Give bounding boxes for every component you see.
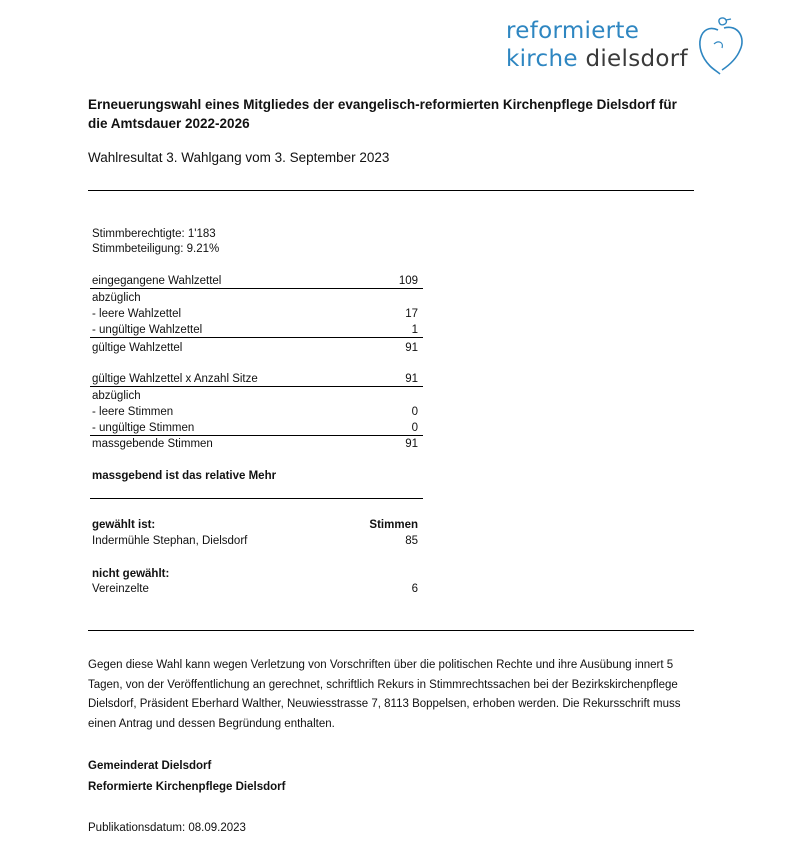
logo-line-1: reformierte <box>506 18 640 44</box>
table-row: - ungültige Stimmen 0 <box>92 422 418 434</box>
row-underline <box>90 288 423 289</box>
publication-date: Publikationsdatum: 08.09.2023 <box>88 822 246 834</box>
table-row: eingegangene Wahlzettel 109 <box>92 275 418 287</box>
divider-bottom <box>88 630 694 631</box>
dove-heart-icon <box>694 14 746 76</box>
church-logo <box>506 14 756 78</box>
table-row: - ungültige Wahlzettel 1 <box>92 324 418 336</box>
page-title: Erneuerungswahl eines Mitgliedes der evangelisch-reformierten Kirchenpflege Dielsdorf für die Amtsdauer 2022-2026 <box>88 97 677 131</box>
table-row: gültige Wahlzettel x Anzahl Sitze 91 <box>92 373 418 385</box>
table-row: - leere Wahlzettel 17 <box>92 308 418 320</box>
not-elected-heading-row: nicht gewählt: <box>92 568 170 580</box>
stat-turnout: Stimmbeteiligung: 9.21% <box>92 243 220 255</box>
row-underline <box>90 435 423 436</box>
elected-candidate-row: Indermühle Stephan, Dielsdorf 85 <box>92 535 418 547</box>
elected-heading-row: gewählt ist: Stimmen <box>92 519 418 531</box>
table-row: abzüglich <box>92 292 141 304</box>
relative-majority-note: massgebend ist das relative Mehr <box>92 470 277 482</box>
row-underline <box>90 337 423 338</box>
table-row: gültige Wahlzettel 91 <box>92 342 418 354</box>
page-subtitle: Wahlresultat 3. Wahlgang vom 3. September 2023 <box>88 150 390 165</box>
divider-results <box>90 498 423 499</box>
table-row: - leere Stimmen 0 <box>92 406 418 418</box>
logo-line-2 <box>506 48 688 71</box>
table-row: abzüglich <box>92 390 141 402</box>
logo-word-dielsdorf: dielsdorf <box>585 46 688 72</box>
not-elected-row: Vereinzelte 6 <box>92 583 418 595</box>
row-underline <box>90 386 423 387</box>
stat-eligible: Stimmberechtigte: 1'183 <box>92 228 216 240</box>
logo-word-kirche: kirche <box>506 46 578 72</box>
signature-council: Gemeinderat Dielsdorf <box>88 760 212 772</box>
signature-church-board: Reformierte Kirchenpflege Dielsdorf <box>88 781 286 793</box>
table-row: massgebende Stimmen 91 <box>92 438 418 450</box>
divider-top <box>88 190 694 191</box>
appeal-notice: Gegen diese Wahl kann wegen Verletzung von Vorschriften über die politischen Rechte und ihre Ausübung innert 5 Tagen, von der Veröffentlichung an gerechnet, schriftlich Rekurs in Stimmrechtssachen bei der Bezirkskirchenpflege Dielsdorf, Präsident Eberhard Walther, Neuwiesstrasse 7, 8113 Boppelsen, erhoben werden. Die Rekursschrift muss einen Antrag und dessen Begründung enthalten. <box>88 659 681 730</box>
